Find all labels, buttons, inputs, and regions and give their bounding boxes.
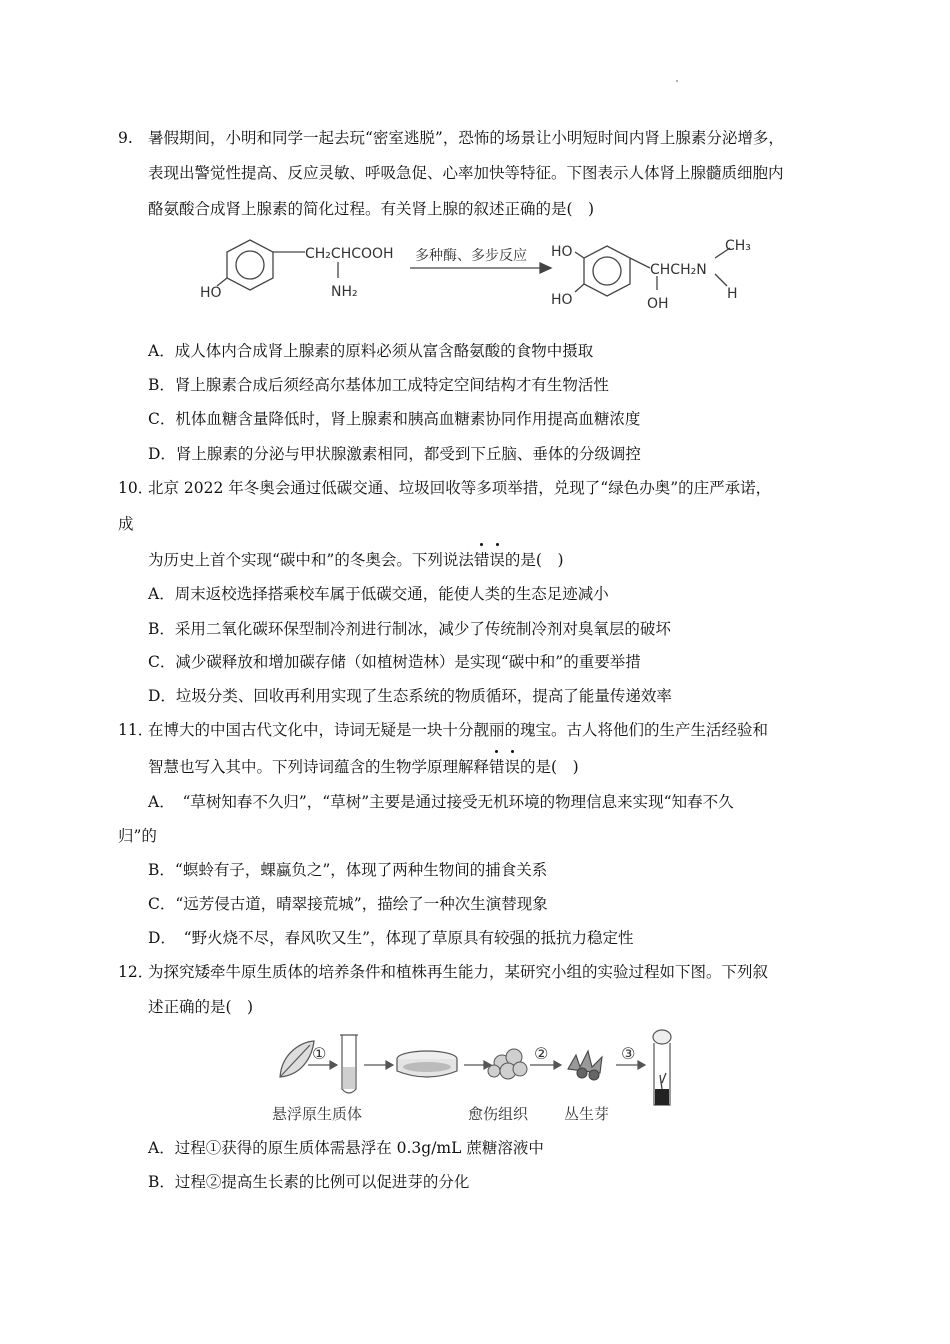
tyrosine-nh2: NH₂ [331, 284, 358, 300]
arrow-2 [364, 1061, 393, 1069]
epinephrine-ho-bottom: HO [551, 292, 573, 308]
shoots-icon [568, 1051, 602, 1080]
tyrosine-ho: HO [200, 285, 222, 301]
q9-option-b: B．肾上腺素合成后须经高尔基体加工成特定空间结构才有生物活性 [148, 376, 609, 394]
leaf-icon [280, 1041, 314, 1077]
label-callus: 愈伤组织 [468, 1105, 529, 1123]
q12-number: 12． [118, 963, 154, 981]
q10-number: 10． [118, 479, 154, 497]
epinephrine-ch3: CH₃ [725, 238, 751, 254]
q10-stem-line1: 北京 2022 年冬奥会通过低碳交通、垃圾回收等多项举措，兑现了“绿色办奥”的庄严承诺， [148, 479, 772, 497]
q10-stem-line2-post: 的是( ) [504, 551, 564, 569]
q10-stem-line2 [148, 550, 564, 570]
epinephrine-oh: OH [647, 296, 669, 312]
q12-figure-process [272, 1027, 692, 1127]
q10-option-a: A．周末返校选择搭乘校车属于低碳交通，能使人类的生态足迹减小 [148, 585, 609, 603]
label-shoots: 丛生芽 [564, 1105, 610, 1123]
q10-option-b: B．采用二氧化碳环保型制冷剂进行制冰，减少了传统制冷剂对臭氧层的破坏 [148, 620, 671, 638]
q9-stem-line2: 表现出警觉性提高、反应灵敏、呼吸急促、心率加快等特征。下图表示人体肾上腺髓质细胞内 [148, 164, 784, 182]
step2-mark: ② [534, 1044, 549, 1063]
q11-option-b: B．“螟蛉有子，蜾蠃负之”，体现了两种生物间的捕食关系 [148, 861, 548, 879]
q11-emphasis-char2: 误 [504, 758, 521, 776]
q11-stem-line2 [148, 757, 579, 777]
tyrosine-side-chain: CH₂CHCOOH [305, 246, 394, 262]
q10-emphasis-char1: 错 [473, 551, 490, 569]
plantlet-tube-icon [653, 1030, 671, 1105]
q12-option-a: A．过程①获得的原生质体需悬浮在 0.3g/mL 蔗糖溶液中 [148, 1139, 544, 1157]
q11-option-a-wrap: 归”的 [118, 827, 157, 845]
q11-emphasis-char1: 错 [489, 758, 505, 776]
label-protoplast: 悬浮原生质体 [272, 1105, 363, 1123]
q11-stem-line1: 在博大的中国古代文化中，诗词无疑是一块十分靓丽的瑰宝。古人将他们的生产生活经验和 [148, 721, 769, 739]
q9-stem-line1: 暑假期间，小明和同学一起去玩“密室逃脱”，恐怖的场景让小明短时间内肾上腺素分泌增多， [148, 129, 784, 147]
q12-stem-line2: 述正确的是( ) [148, 998, 254, 1016]
test-tube-icon [340, 1035, 358, 1093]
epinephrine-chain: CHCH₂N [650, 262, 707, 278]
arrow-label: 多种酶、多步反应 [415, 248, 527, 264]
page-mark [676, 80, 678, 82]
q10-stem-line2-pre: 为历史上首个实现“碳中和”的冬奥会。下列说法 [148, 551, 474, 569]
petri-dish-icon [397, 1051, 457, 1077]
step3-mark: ③ [621, 1044, 636, 1063]
q10-stem-line1-wrap: 成 [118, 515, 134, 533]
q10-emphasis-char2: 误 [489, 551, 505, 569]
q9-option-d: D．肾上腺素的分泌与甲状腺激素相同，都受到下丘脑、垂体的分级调控 [148, 445, 641, 463]
epinephrine-h: H [727, 286, 738, 302]
q12-option-b: B．过程②提高生长素的比例可以促进芽的分化 [148, 1173, 470, 1191]
reaction-arrow [410, 263, 551, 273]
q9-stem-line3: 酪氨酸合成肾上腺素的简化过程。有关肾上腺的叙述正确的是( ) [148, 200, 595, 218]
q10-option-c: C．减少碳释放和增加碳存储（如植树造林）是实现“碳中和”的重要举措 [148, 653, 641, 671]
q11-option-a: A． “草树知春不久归”，“草树”主要是通过接受无机环境的物理信息来实现“知春不久 [148, 793, 734, 811]
epinephrine-ho-top: HO [551, 244, 573, 260]
arrow-3 [464, 1061, 491, 1069]
q9-option-a: A．成人体内合成肾上腺素的原料必须从富含酪氨酸的食物中摄取 [148, 342, 594, 360]
q9-option-c: C．机体血糖含量降低时，肾上腺素和胰高血糖素协同作用提高血糖浓度 [148, 410, 641, 428]
q11-stem-line2-pre: 智慧也写入其中。下列诗词蕴含的生物学原理解释 [148, 758, 490, 776]
q11-number: 11． [118, 721, 154, 739]
q11-stem-line2-post: 的是( ) [520, 758, 579, 776]
q11-option-d: D． “野火烧不尽，春风吹又生”，体现了草原具有较强的抵抗力稳定性 [148, 929, 634, 947]
q11-option-c: C．“远芳侵古道，晴翠接荒城”，描绘了一种次生演替现象 [148, 895, 548, 913]
q9-figure-reaction [195, 232, 765, 317]
q9-number: 9. [118, 129, 133, 147]
q10-option-d: D．垃圾分类、回收再利用实现了生态系统的物质循环，提高了能量传递效率 [148, 687, 672, 705]
callus-icon [488, 1049, 527, 1079]
step1-mark: ① [312, 1044, 327, 1063]
q12-stem-line1: 为探究矮牵牛原生质体的培养条件和植株再生能力，某研究小组的实验过程如下图。下列叙 [148, 963, 769, 981]
